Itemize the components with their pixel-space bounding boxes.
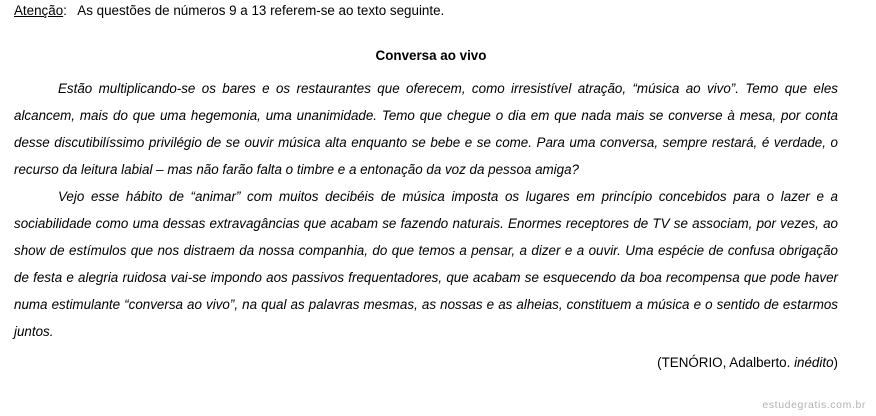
citation (657, 354, 838, 372)
paragraph: Estão multiplicando-se os bares e os restaurantes que oferecem, como irresistível atração, “música ao vivo”. Temo que eles alcancem, mais do que uma hegemonia, uma unanimidade. Temo que chegue o dia em que nada mais se converse à mesa, por conta desse discutibilíssimo privilégio de se ouvir música alta enquanto se bebe e se come. Para uma conversa, sempre restará, é verdade, o recurso da leitura labial – mas não farão falta o timbre e a entonação da voz da pessoa amiga? (14, 81, 838, 177)
attention-text: As questões de números 9 a 13 referem-se ao texto seguinte. (77, 3, 445, 18)
article-title: Conversa ao vivo (375, 48, 487, 63)
citation-close: ) (833, 355, 838, 370)
citation-author: (TENÓRIO, Adalberto. (657, 355, 795, 370)
article-body (14, 75, 838, 345)
attention-separator: : (63, 3, 67, 18)
paragraph: Vejo esse hábito de “animar” com muitos decibéis de música imposta os lugares em princípio concebidos para o lazer e a sociabilidade como uma dessas extravagâncias que acabam se fazendo naturais. Enormes receptores de TV se associam, por vezes, ao show de estímulos que nos distraem da nossa companhia, do que temos a pensar, a dizer e a ouvir. Uma espécie de confusa obrigação de festa e alegria ruidosa vai-se impondo aos passivos frequentadores, que acabam se esquecendo da boa recompensa que pode haver numa estimulante “conversa ao vivo”, na qual as palavras mesmas, as nossas e as alheias, constituem a música e o sentido de estarmos juntos. (14, 189, 838, 339)
watermark: estudegratis.com.br (762, 399, 866, 411)
attention-label: Atenção (14, 3, 64, 18)
attention-note (14, 2, 444, 20)
citation-status: inédito (794, 355, 834, 370)
